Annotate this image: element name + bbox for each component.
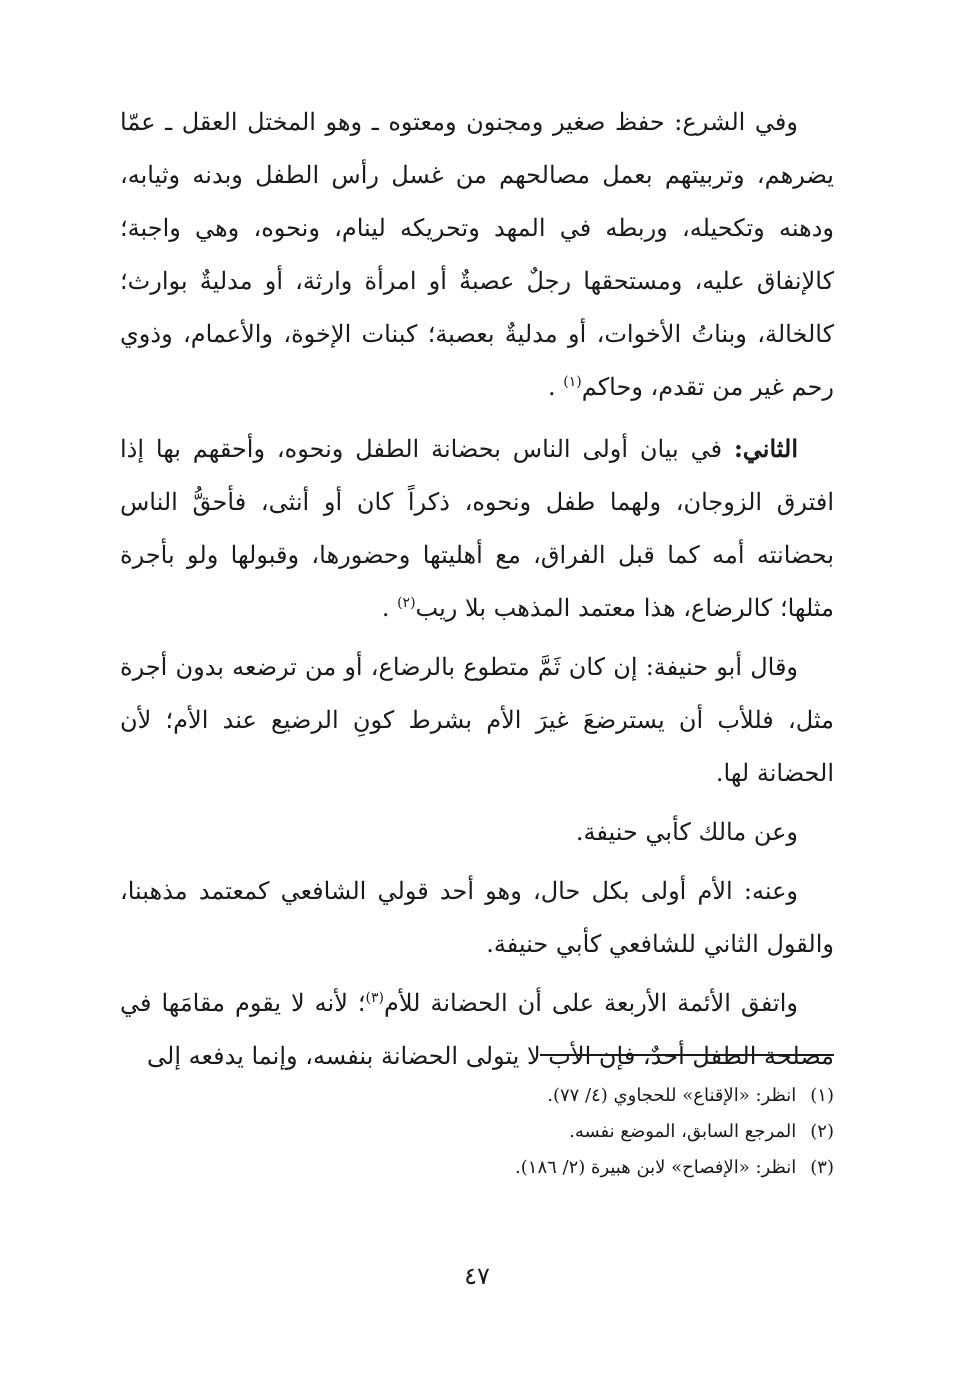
footnote-separator [540, 1054, 834, 1056]
main-text [120, 96, 834, 1089]
footnote-text: انظر: «الإقناع» للحجاوي (٤/ ٧٧). [547, 1085, 797, 1106]
footnote-number: (١) [810, 1085, 834, 1106]
footnote-number: (٣) [810, 1157, 834, 1178]
footnotes [120, 1078, 834, 1186]
footnote-text: المرجع السابق، الموضع نفسه. [569, 1121, 797, 1142]
page-number: ٤٧ [464, 1262, 490, 1290]
paragraph-definition: وفي الشرع: حفظ صغير ومجنون ومعتوه ـ وهو المختل العقل ـ عمّا يضرهم، وتربيتهم بعمل مصالحهم من غسل رأس الطفل وبدنه وثيابه، ودهنه وتكحيله، وربطه في المهد وتحريكه لينام، ونحوه، وهي واجبة؛ كالإنفاق عليه، ومستحقها رجلٌ عصبةٌ أو امرأة وارثة، أو مدليةٌ بوارث؛ كالخالة، وبناتُ الأخوات، أو مدليةٌ بعصبة؛ كبنات الإخوة، والأعمام، وذوي رحم غير من تقدم، وحاكم$^{(١)}$ . [120, 108, 834, 401]
paragraph-agreement: واتفق الأئمة الأربعة على أن الحضانة للأم$^{(٣)}$؛ لأنه لا يقوم مقامَها في مصلحة الطفل أحدٌ، فإن الأب لا يتولى الحضانة بنفسه، وإنما يدفعه إلى [120, 989, 834, 1070]
footnote-item [120, 1114, 834, 1150]
section-lead: الثاني: [733, 434, 799, 463]
footnote-number: (٢) [810, 1121, 834, 1142]
paragraph-malik: وعن مالك كأبي حنيفة. [575, 818, 798, 846]
paragraph-abu-hanifa: وقال أبو حنيفة: إن كان ثَمَّ متطوع بالرضاع، أو من ترضعه بدون أجرة مثل، فللأب أن يسترضعَ غيرَ الأم بشرط كونِ الرضيع عند الأم؛ لأن الحضانة لها. [120, 653, 834, 787]
footnote-item [120, 1150, 834, 1186]
footnote-item [120, 1078, 834, 1114]
footnote-ref-3[interactable]: (٣) [365, 990, 384, 1006]
paragraph-another-view: وعنه: الأم أولى بكل حال، وهو أحد قولي الشافعي كمعتمد مذهبنا، والقول الثاني للشافعي كأبي حنيفة. [120, 877, 834, 958]
footnote-ref-2[interactable]: (٢) [397, 595, 416, 611]
footnote-text: انظر: «الإفصاح» لابن هبيرة (٢/ ١٨٦). [515, 1157, 797, 1178]
paragraph-second: الثاني: في بيان أولى الناس بحضانة الطفل ونحوه، وأحقهم بها إذا افترق الزوجان، ولهما طفل ونحوه، ذكراً كان أو أنثى، فأحقُّ الناس بحضانته أمه كما قبل الفراق، مع أهليتها وحضورها، وقبولها ولو بأجرة مثلها؛ كالرضاع، هذا معتمد المذهب بلا ريب$^{(٢)}$ . [120, 434, 834, 622]
footnote-ref-1[interactable]: (١) [563, 374, 582, 390]
